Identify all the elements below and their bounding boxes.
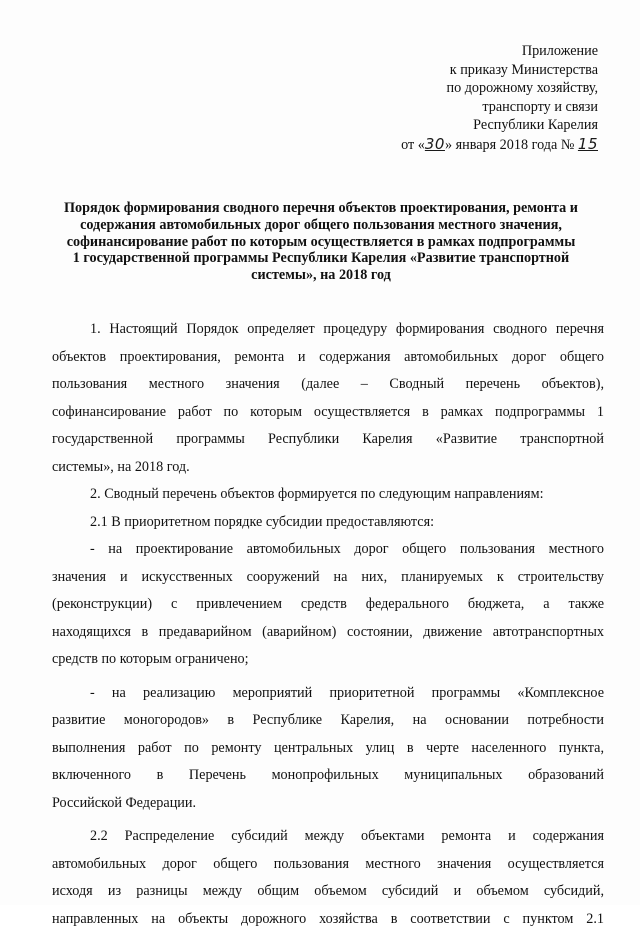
paragraph-2-1: 2.1 В приоритетном порядке субсидии предоставляются: — [52, 509, 604, 537]
paragraph-2: 2. Сводный перечень объектов формируется по следующим направлениям: — [52, 481, 604, 509]
paragraph-1-line: объектов проектирования, ремонта и содержания автомобильных дорог общего — [52, 344, 604, 372]
appendix-line: транспорту и связи — [401, 98, 598, 117]
list-item-1-line: значения и искусственных сооружений на них, планируемых к строительству — [52, 564, 604, 592]
list-item-2-line: развитие моногородов» в Республике Карелия, на основании потребности — [52, 707, 604, 735]
document-title — [38, 200, 604, 284]
appendix-line: к приказу Министерства — [401, 61, 598, 80]
paragraph-1-line: системы», на 2018 год. — [52, 454, 604, 482]
appendix-line: по дорожному хозяйству, — [401, 79, 598, 98]
paragraph-1-line: пользования местного значения (далее – Сводный перечень объектов), — [52, 371, 604, 399]
title-line: 1 государственной программы Республики Карелия «Развитие транспортной — [38, 250, 604, 267]
handwritten-order-number: 15 — [578, 135, 598, 153]
title-line: содержания автомобильных дорог общего пользования местного значения, — [38, 217, 604, 234]
paragraph-2-2-line: направленных на объекты дорожного хозяйства в соответствии с пунктом 2.1 — [52, 906, 604, 933]
date-middle: » января 2018 года № — [445, 137, 578, 153]
appendix-line: Республики Карелия — [401, 116, 598, 135]
paragraph-2-2-line: исходя из разницы между общим объемом субсидий и объемом субсидий, — [52, 878, 604, 906]
list-item-1-line: - на проектирование автомобильных дорог общего пользования местного — [52, 536, 604, 564]
list-item-2-line: - на реализацию мероприятий приоритетной программы «Комплексное — [52, 680, 604, 708]
list-item-1-line: (реконструкции) с привлечением средств федерального бюджета, а также — [52, 591, 604, 619]
title-line: Порядок формирования сводного перечня объектов проектирования, ремонта и — [38, 200, 604, 217]
document-body — [52, 316, 604, 933]
paragraph-1-line: 1. Настоящий Порядок определяет процедуру формирования сводного перечня — [52, 316, 604, 344]
list-item-2-line: выполнения работ по ремонту центральных улиц в черте населенного пункта, — [52, 735, 604, 763]
list-item-2-line: Российской Федерации. — [52, 790, 604, 818]
title-line: системы», на 2018 год — [38, 267, 604, 284]
title-line: софинансирование работ по которым осуществляется в рамках подпрограммы — [38, 234, 604, 251]
appendix-line: Приложение — [401, 42, 598, 61]
list-item-2-line: включенного в Перечень монопрофильных муниципальных образований — [52, 762, 604, 790]
order-date-line — [401, 135, 598, 155]
paragraph-1-line: софинансирование работ по которым осуществляется в рамках подпрограммы 1 — [52, 399, 604, 427]
paragraph-1-line: государственной программы Республики Карелия «Развитие транспортной — [52, 426, 604, 454]
date-prefix: от « — [401, 137, 425, 153]
handwritten-day: 30 — [425, 135, 445, 153]
paragraph-2-2-line: 2.2 Распределение субсидий между объектами ремонта и содержания — [52, 823, 604, 851]
appendix-header — [401, 42, 598, 154]
list-item-1-line: находящихся в предаварийном (аварийном) состоянии, движение автотранспортных — [52, 619, 604, 647]
list-item-1-line: средств по которым ограничено; — [52, 646, 604, 674]
paragraph-2-2-line: автомобильных дорог общего пользования местного значения осуществляется — [52, 851, 604, 879]
